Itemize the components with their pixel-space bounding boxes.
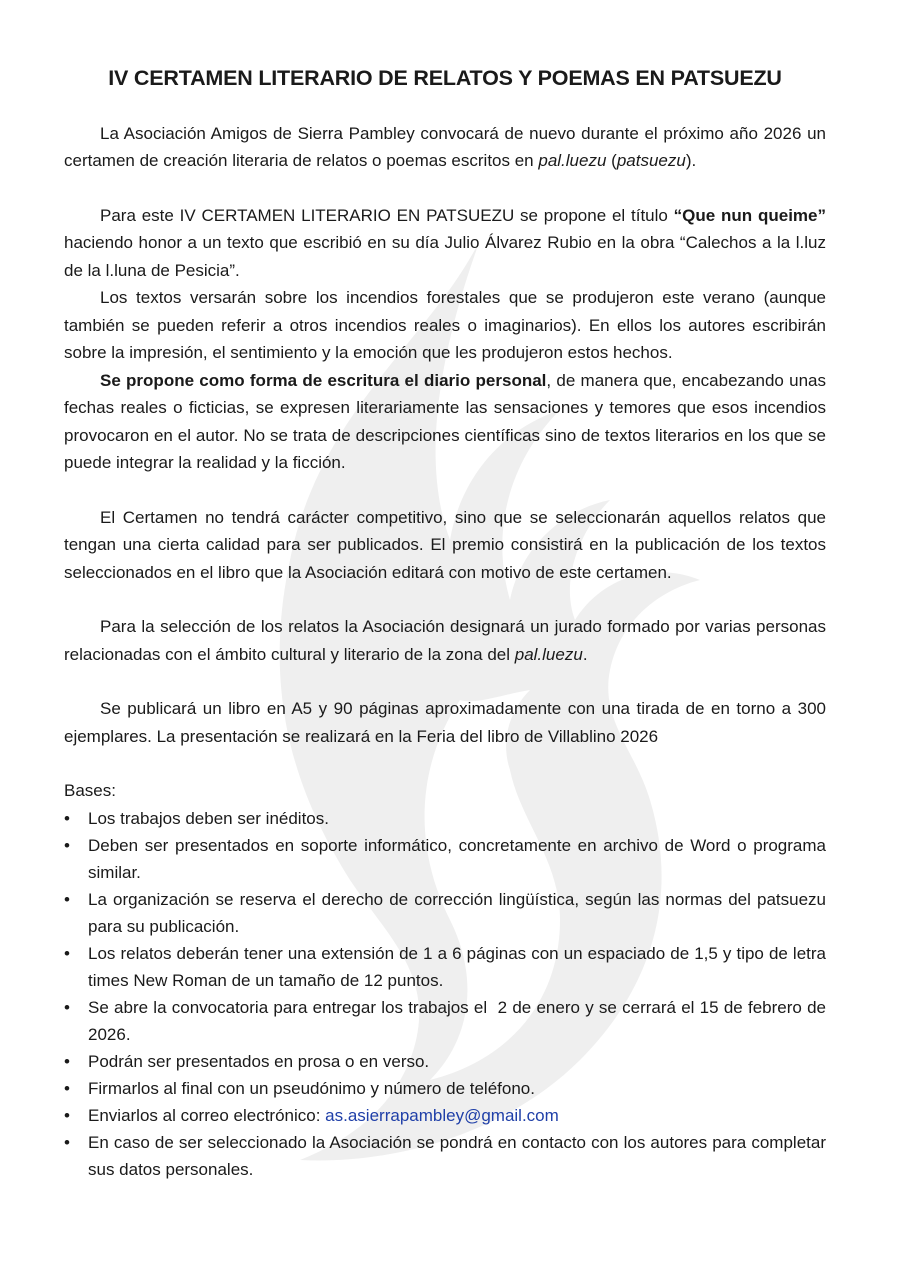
bullet-icon: • [64,997,70,1017]
bullet-icon: • [64,1078,70,1098]
bullet-icon: • [64,1051,70,1071]
list-item: • La organización se reserva el derecho de corrección lingüística, según las normas del patsuezu para su publicación. [64,886,826,940]
bullet-icon: • [64,1132,70,1152]
bases-list [64,805,831,1183]
list-item-email: • Enviarlos al correo electrónico: as.asierrapambley@gmail.com [64,1102,826,1129]
paragraph-intro: La Asociación Amigos de Sierra Pambley convocará de nuevo durante el próximo año 2026 un certamen de creación literaria de relatos o poemas escritos en pal.luezu (patsuezu). [64,123,826,171]
bullet-icon: • [64,889,70,909]
document-title: IV CERTAMEN LITERARIO DE RELATOS Y POEMAS EN PATSUEZU [108,66,782,90]
paragraph-title-proposal: Para este IV CERTAMEN LITERARIO EN PATSUEZU se propone el título “Que nun queime” haciendo honor a un texto que escribió en su día Julio Álvarez Rubio en la obra “Calechos a la l.luz de la l.luna de Pesicia”. [64,205,826,280]
paragraph-jury: Para la selección de los relatos la Asociación designará un jurado formado por varias personas relacionadas con el ámbito cultural y literario de la zona del pal.luezu. [64,617,826,664]
paragraph-writing-form: Se propone como forma de escritura el diario personal, de manera que, encabezando unas fechas reales o ficticias, se expresen literariamente las sensaciones y temores que esos incendios provocaron en el autor. No se trata de descripciones científicas sino de textos literarios en los que se puede integrar la realidad y la ficción. [64,370,826,473]
bases-heading: Bases: [64,781,116,801]
bullet-icon: • [64,835,70,855]
paragraph-topic: Los textos versarán sobre los incendios forestales que se produjeron este verano (aunque también se pueden referir a otros incendios reales o imaginarios). En ellos los autores escribirán sobre la impresión, el sentimiento y la emoción que les produjeron estos hechos. [64,288,826,363]
paragraph-publication: Se publicará un libro en A5 y 90 páginas aproximadamente con una tirada de en torno a 300 ejemplares. La presentación se realizará en la Feria del libro de Villablino 2026 [64,699,826,746]
paragraph-non-competitive: El Certamen no tendrá carácter competitivo, sino que se seleccionarán aquellos relatos que tengan una cierta calidad para ser publicados. El premio consistirá en la publicación de los textos seleccionados en el libro que la Asociación editará con motivo de este certamen. [64,507,826,582]
list-item: • Los trabajos deben ser inéditos. [64,805,826,832]
list-item: • Podrán ser presentados en prosa o en verso. [64,1048,826,1075]
list-item: • Los relatos deberán tener una extensión de 1 a 6 páginas con un espaciado de 1,5 y tipo de letra times New Roman de un tamaño de 12 puntos. [64,940,826,994]
bullet-icon: • [64,1105,70,1125]
list-item: • Se abre la convocatoria para entregar los trabajos el 2 de enero y se cerrará el 15 de febrero de 2026. [64,994,826,1048]
list-item: • Deben ser presentados en soporte informático, concretamente en archivo de Word o programa similar. [64,832,826,886]
list-item: • Firmarlos al final con un pseudónimo y número de teléfono. [64,1075,826,1102]
list-item: • En caso de ser seleccionado la Asociación se pondrá en contacto con los autores para completar sus datos personales. [64,1129,826,1183]
email-link[interactable]: as.asierrapambley@gmail.com [325,1105,559,1125]
bullet-icon: • [64,808,70,828]
bullet-icon: • [64,943,70,963]
